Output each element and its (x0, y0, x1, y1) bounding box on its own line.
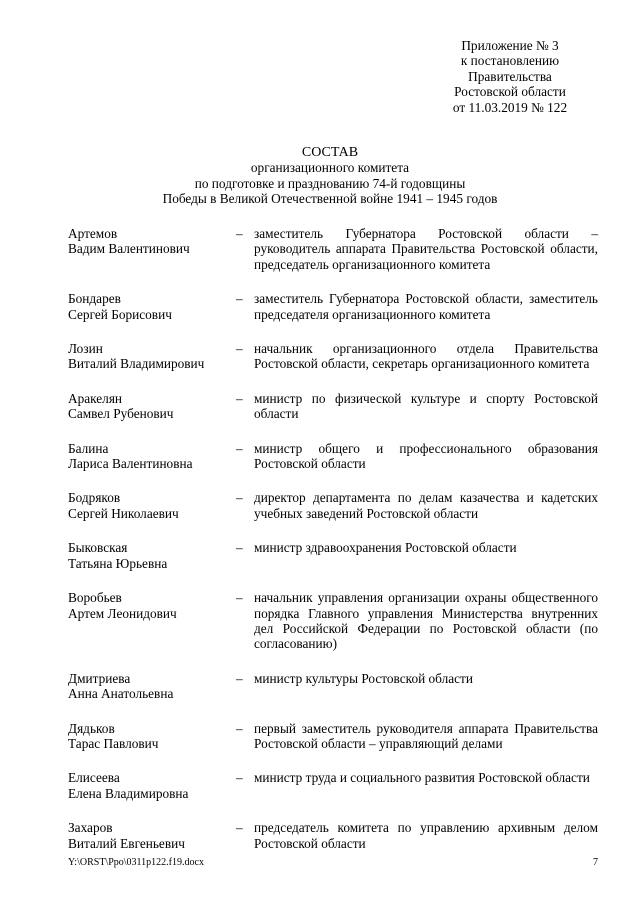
member-surname: Воробьев (68, 590, 122, 606)
member-dash: – (236, 540, 243, 556)
member-row (68, 226, 598, 272)
member-name (68, 590, 236, 652)
member-dash: – (236, 440, 243, 456)
member-role: министр по физической культуре и спорту Ростовской области (254, 390, 598, 422)
member-role: начальник организационного отдела Правительства Ростовской области, секретарь организационного комитета (254, 341, 598, 372)
member-row (68, 341, 598, 372)
member-dash: – (236, 820, 243, 836)
member-name (68, 820, 236, 851)
member-given-name: Самвел Рубенович (68, 406, 174, 422)
member-row (68, 441, 598, 472)
member-role: министр здравоохранения Ростовской области (254, 540, 517, 556)
member-surname: Дядьков (68, 720, 115, 736)
member-name (68, 441, 236, 472)
member-name (68, 226, 236, 272)
committee-members-list (68, 226, 598, 851)
member-surname: Аракелян (68, 390, 123, 406)
member-surname: Бондарев (68, 291, 121, 307)
member-role: директор департамента по делам казачества и кадетских учебных заведений Ростовской области (254, 490, 598, 521)
member-name (68, 341, 236, 372)
heading-line: по подготовке и празднованию 74-й годовщины (194, 175, 466, 191)
member-given-name: Сергей Борисович (68, 306, 172, 322)
member-given-name: Тарас Павлович (68, 735, 159, 751)
member-dash: – (236, 341, 243, 357)
page-number: 7 (593, 857, 598, 868)
member-name (68, 540, 236, 571)
appendix-line: Ростовской области (454, 84, 566, 100)
member-name (68, 490, 236, 521)
member-role: министр культуры Ростовской области (254, 670, 473, 686)
member-given-name: Вадим Валентинович (68, 241, 190, 257)
member-given-name: Анна Анатольевна (68, 686, 174, 702)
member-given-name: Елена Владимировна (68, 785, 189, 801)
member-role: заместитель Губернатора Ростовской области, заместитель председателя организационного комитета (254, 291, 598, 322)
appendix-block (390, 38, 630, 115)
appendix-line: Приложение № 3 (461, 38, 559, 53)
member-dash: – (236, 390, 243, 406)
member-name (68, 391, 236, 422)
member-surname: Балина (68, 440, 109, 456)
member-dash: – (236, 291, 243, 307)
document-heading (60, 145, 600, 207)
member-dash: – (236, 226, 243, 241)
member-role: заместитель Губернатора Ростовской области – руководитель аппарата Правительства Ростовской области, председатель организационного комитета (254, 226, 598, 272)
heading-line: организационного комитета (250, 160, 410, 176)
member-surname: Лозин (68, 341, 103, 357)
member-given-name: Виталий Евгеньевич (68, 835, 185, 851)
member-row (68, 540, 598, 571)
member-given-name: Лариса Валентиновна (68, 456, 193, 472)
heading-line: Победы в Великой Отечественной войне 1941 – 1945 годов (162, 191, 498, 207)
member-surname: Артемов (68, 226, 118, 241)
member-surname: Быковская (68, 540, 128, 556)
member-given-name: Артем Леонидович (68, 605, 177, 621)
member-surname: Бодряков (68, 490, 121, 506)
member-name (68, 770, 236, 801)
member-role: министр общего и профессионального образования Ростовской области (254, 440, 598, 472)
member-row (68, 721, 598, 752)
member-given-name: Татьяна Юрьевна (68, 555, 168, 571)
appendix-line: Правительства (468, 68, 552, 84)
member-row (68, 391, 598, 422)
member-surname: Захаров (68, 820, 113, 836)
member-row (68, 590, 598, 652)
member-row (68, 820, 598, 851)
member-name (68, 721, 236, 752)
member-given-name: Сергей Николаевич (68, 505, 179, 521)
member-role: первый заместитель руководителя аппарата Правительства Ростовской области – управляющий делами (254, 720, 598, 751)
member-role: председатель комитета по управлению архивным делом Ростовской области (254, 820, 598, 851)
member-surname: Дмитриева (68, 670, 131, 686)
member-dash: – (236, 670, 243, 686)
member-name (68, 291, 236, 322)
member-dash: – (236, 590, 243, 606)
document-title: СОСТАВ (301, 145, 359, 160)
member-role: министр труда и социального развития Ростовской области (254, 770, 590, 786)
member-row (68, 291, 598, 322)
page-footer (68, 857, 598, 868)
appendix-line: от 11.03.2019 № 122 (452, 99, 568, 115)
member-row (68, 671, 598, 702)
file-path: Y:\ORST\Ppo\0311p122.f19.docx (68, 857, 204, 868)
member-dash: – (236, 770, 243, 786)
member-row (68, 490, 598, 521)
member-row (68, 770, 598, 801)
member-role: начальник управления организации охраны общественного порядка Главного управления Министерства внутренних дел Российской Федерации по Ростовской области (по согласованию) (254, 590, 598, 652)
member-dash: – (236, 720, 243, 736)
appendix-line: к постановлению (460, 53, 560, 69)
member-dash: – (236, 490, 243, 506)
member-surname: Елисеева (68, 770, 120, 786)
member-given-name: Виталий Владимирович (68, 356, 205, 372)
member-name (68, 671, 236, 702)
